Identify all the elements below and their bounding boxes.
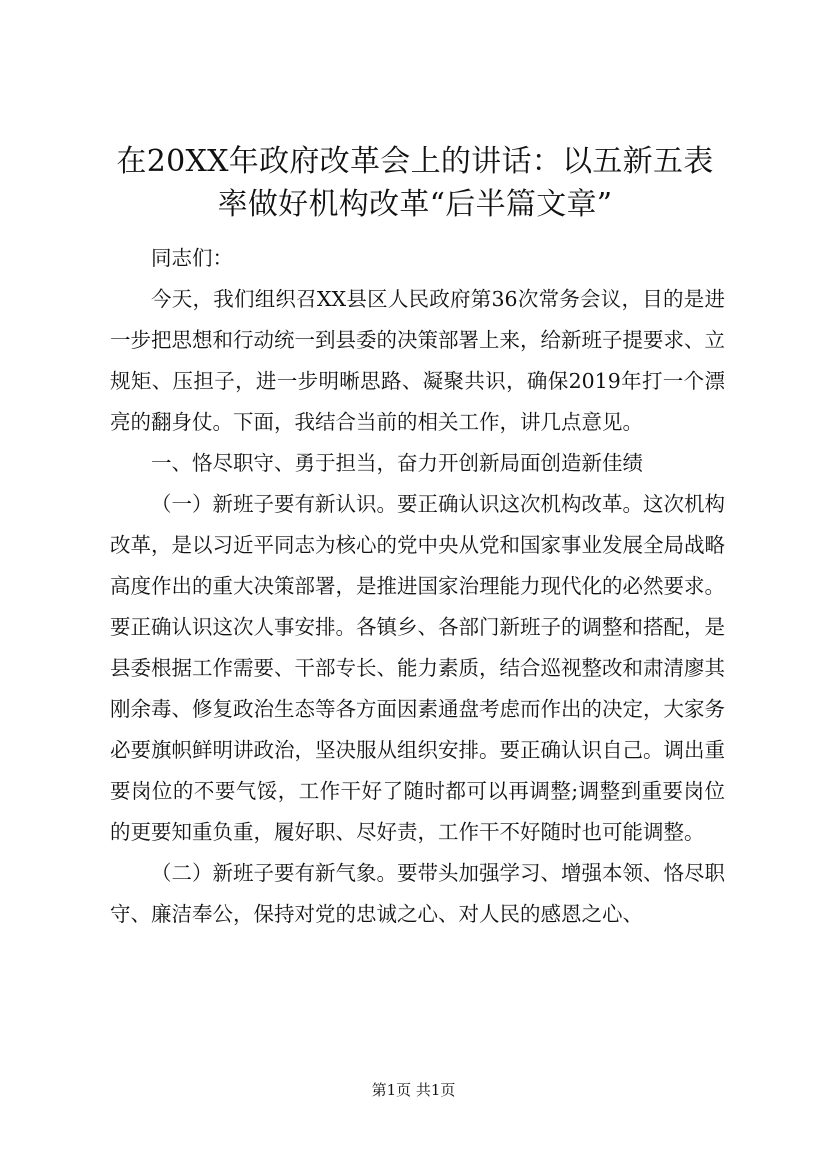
document-body <box>110 238 725 935</box>
salutation: 同志们： <box>151 246 233 270</box>
intro-paragraph: 今天，我们组织召XX县区人民政府第36次常务会议，目的是进一步把思想和行动统一到县委的决策部署上来，给新班子提要求、立规矩、压担子，进一步明晰思路、凝聚共识，确保2019年打一个漂亮的翻身仗。下面，我结合当前的相关工作，讲几点意见。 <box>110 287 725 434</box>
page-footer: 第1页 共1页 <box>371 1081 456 1099</box>
document-title <box>110 140 720 226</box>
section-paragraph-2: （二）新班子要有新气象。要带头加强学习、增强本领、恪尽职守、廉洁奉公，保持对党的忠诚之心、对人民的感恩之心、 <box>110 861 725 926</box>
section-heading: 一、恪尽职守、勇于担当，奋力开创新局面创造新佳绩 <box>151 451 643 475</box>
title-line-2: 率做好机构改革“后半篇文章” <box>217 187 613 222</box>
title-line-1: 在20XX年政府改革会上的讲话：以五新五表 <box>116 144 714 179</box>
section-paragraph-1: （一）新班子要有新认识。要正确认识这次机构改革。这次机构改革，是以习近平同志为核心的党中央从党和国家事业发展全局战略高度作出的重大决策部署，是推进国家治理能力现代化的必然要求。要正确认识这次人事安排。各镇乡、各部门新班子的调整和搭配，是县委根据工作需要、干部专长、能力素质，结合巡视整改和肃清廖其刚余毒、修复政治生态等各方面因素通盘考虑而作出的决定，大家务必要旗帜鲜明讲政治，坚决服从组织安排。要正确认识自己。调出重要岗位的不要气馁，工作干好了随时都可以再调整;调整到重要岗位的更要知重负重，履好职、尽好责，工作干不好随时也可能调整。 <box>110 492 725 844</box>
